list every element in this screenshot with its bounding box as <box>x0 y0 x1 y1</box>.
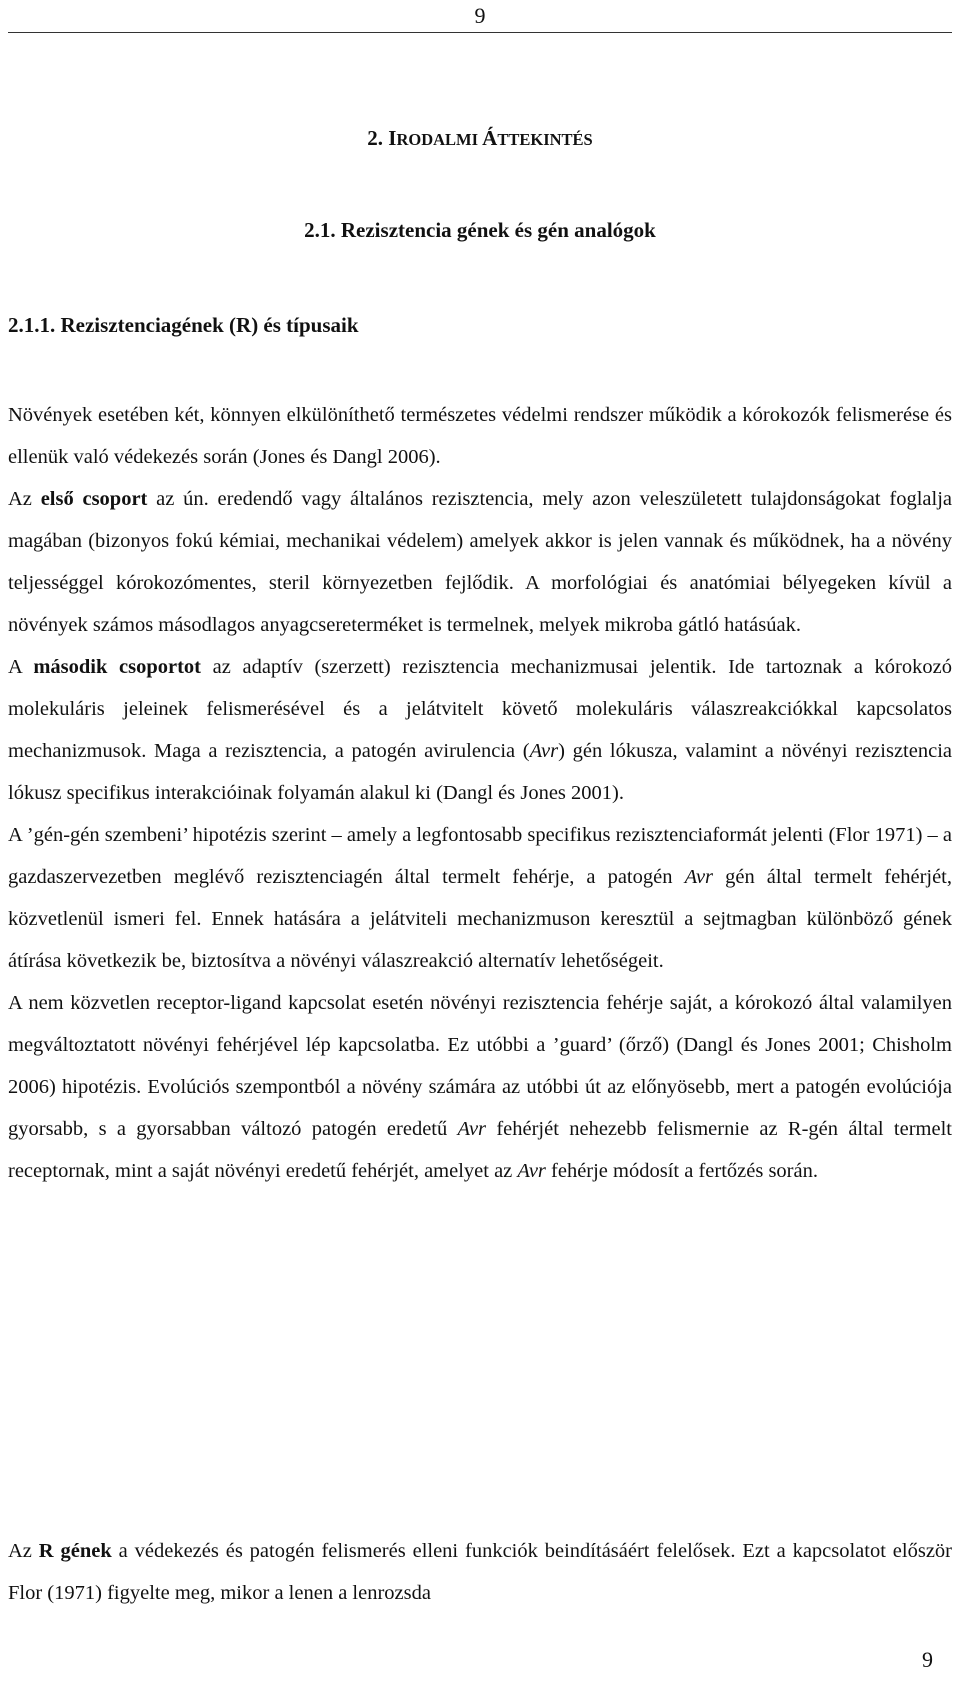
chapter-title-part-1: RODALMI <box>396 130 483 149</box>
text-segment: A nem közvetlen receptor-ligand kapcsolat esetén növényi rezisztencia fehérje saját, a kórokozó által valamilyen megváltoztatott növényi fehérjével lép kapcsolatba. Ez utóbbi a ’guard’ (őrző) (Dangl és Jones 2001; Chisholm 2006) hipotézis. Evolúciós szempontból a növény számára az utóbbi út az előnyösebb, mert a patogén evolúciója gyorsabb, s a gyorsabban változó patogén eredetű <box>8 992 952 1140</box>
text-segment: az ún. eredendő vagy általános rezisztencia, mely azon veleszületett tulajdonságokat foglalja magában (bizonyos fokú kémiai, mechanikai védelem) amelyek akkor is jelen vannak és működnek, ha a növény teljességgel kórokozómentes, steril környezetben fejlődik. A morfológiai és anatómiai bélyegeken kívül a növények számos másodlagos anyagcsereterméket is termelnek, melyek mikroba gátló hatásúak. <box>8 488 952 636</box>
text-segment: gén által termelt fehérjét, közvetlenül ismeri fel. Ennek hatására a jelátviteli mechanizmuson keresztül a sejtmagban különböző gének átírása következik be, biztosítva a növényi válaszreakció alternatív lehetőségeit. <box>8 866 953 972</box>
paragraph-1 <box>8 394 952 1192</box>
bold-term-second-group: második csoportot <box>33 656 201 678</box>
bold-term-first-group: első csoport <box>40 488 148 510</box>
section-heading: 2.1. Rezisztencia gének és gén analógok <box>304 218 656 242</box>
text-segment: a védekezés és patogén felismerés elleni funkciók beindításáért felelősek. Ezt a kapcsolatot először Flor (1971) figyelte meg, mikor a lenen a lenrozsda <box>8 1540 953 1604</box>
text-segment: fehérjét nehezebb felismernie az R-gén által termelt receptornak, mint a saját növényi eredetű fehérjét, amelyet az <box>8 1118 952 1182</box>
subsection-heading: 2.1.1. Rezisztenciagének (R) és típusaik <box>8 313 359 337</box>
chapter-title-part-2: TTEKINTÉS <box>497 130 593 149</box>
text-segment: fehérje módosít a fertőzés során. <box>545 1160 818 1182</box>
text-segment: Az <box>8 1540 39 1562</box>
page-number-top: 9 <box>474 3 486 28</box>
chapter-heading <box>0 126 960 151</box>
text-segment: A ’gén-gén szembeni’ hipotézis szerint – amely a legfontosabb specifikus rezisztenciaformát jelenti (Flor 1971) – a gazdaszervezetben meglévő rezisztenciagén által termelt fehérje, a patogén <box>8 824 953 888</box>
chapter-title-cap-2: Á <box>482 126 498 150</box>
text-segment: az adaptív (szerzett) rezisztencia mechanizmusai jelentik. Ide tartoznak a kórokozó molekuláris jeleinek felismerésével és a jelátvitelt követő molekuláris válaszreakciókkal kapcsolatos mechanizmusok. Maga a rezisztencia, a patogén avirulencia ( <box>8 656 952 762</box>
chapter-number: 2. <box>367 126 389 150</box>
chapter-title-cap-1: I <box>388 126 397 150</box>
text-segment: ) gén lókusza, valamint a növényi rezisztencia lókusz specifikus interakcióinak folyamán alakul ki (Dangl és Jones 2001). <box>8 740 952 804</box>
italic-term-avr: Avr <box>684 866 714 888</box>
italic-term-avr: Avr <box>517 1160 546 1182</box>
header-rule <box>8 32 952 33</box>
paragraph-2 <box>8 1530 952 1614</box>
text-segment: Az <box>8 488 41 510</box>
text-segment: A <box>8 656 34 678</box>
page-number-bottom: 9 <box>922 1647 933 1672</box>
bold-term-r-genes: R gének <box>38 1540 112 1562</box>
sentence-intro: Növények esetében két, könnyen elkülöníthető természetes védelmi rendszer működik a kórokozók felismerése és ellenük való védekezés során (Jones és Dangl 2006). <box>8 404 952 468</box>
italic-term-avr: Avr <box>529 740 559 762</box>
italic-term-avr: Avr <box>457 1118 487 1140</box>
